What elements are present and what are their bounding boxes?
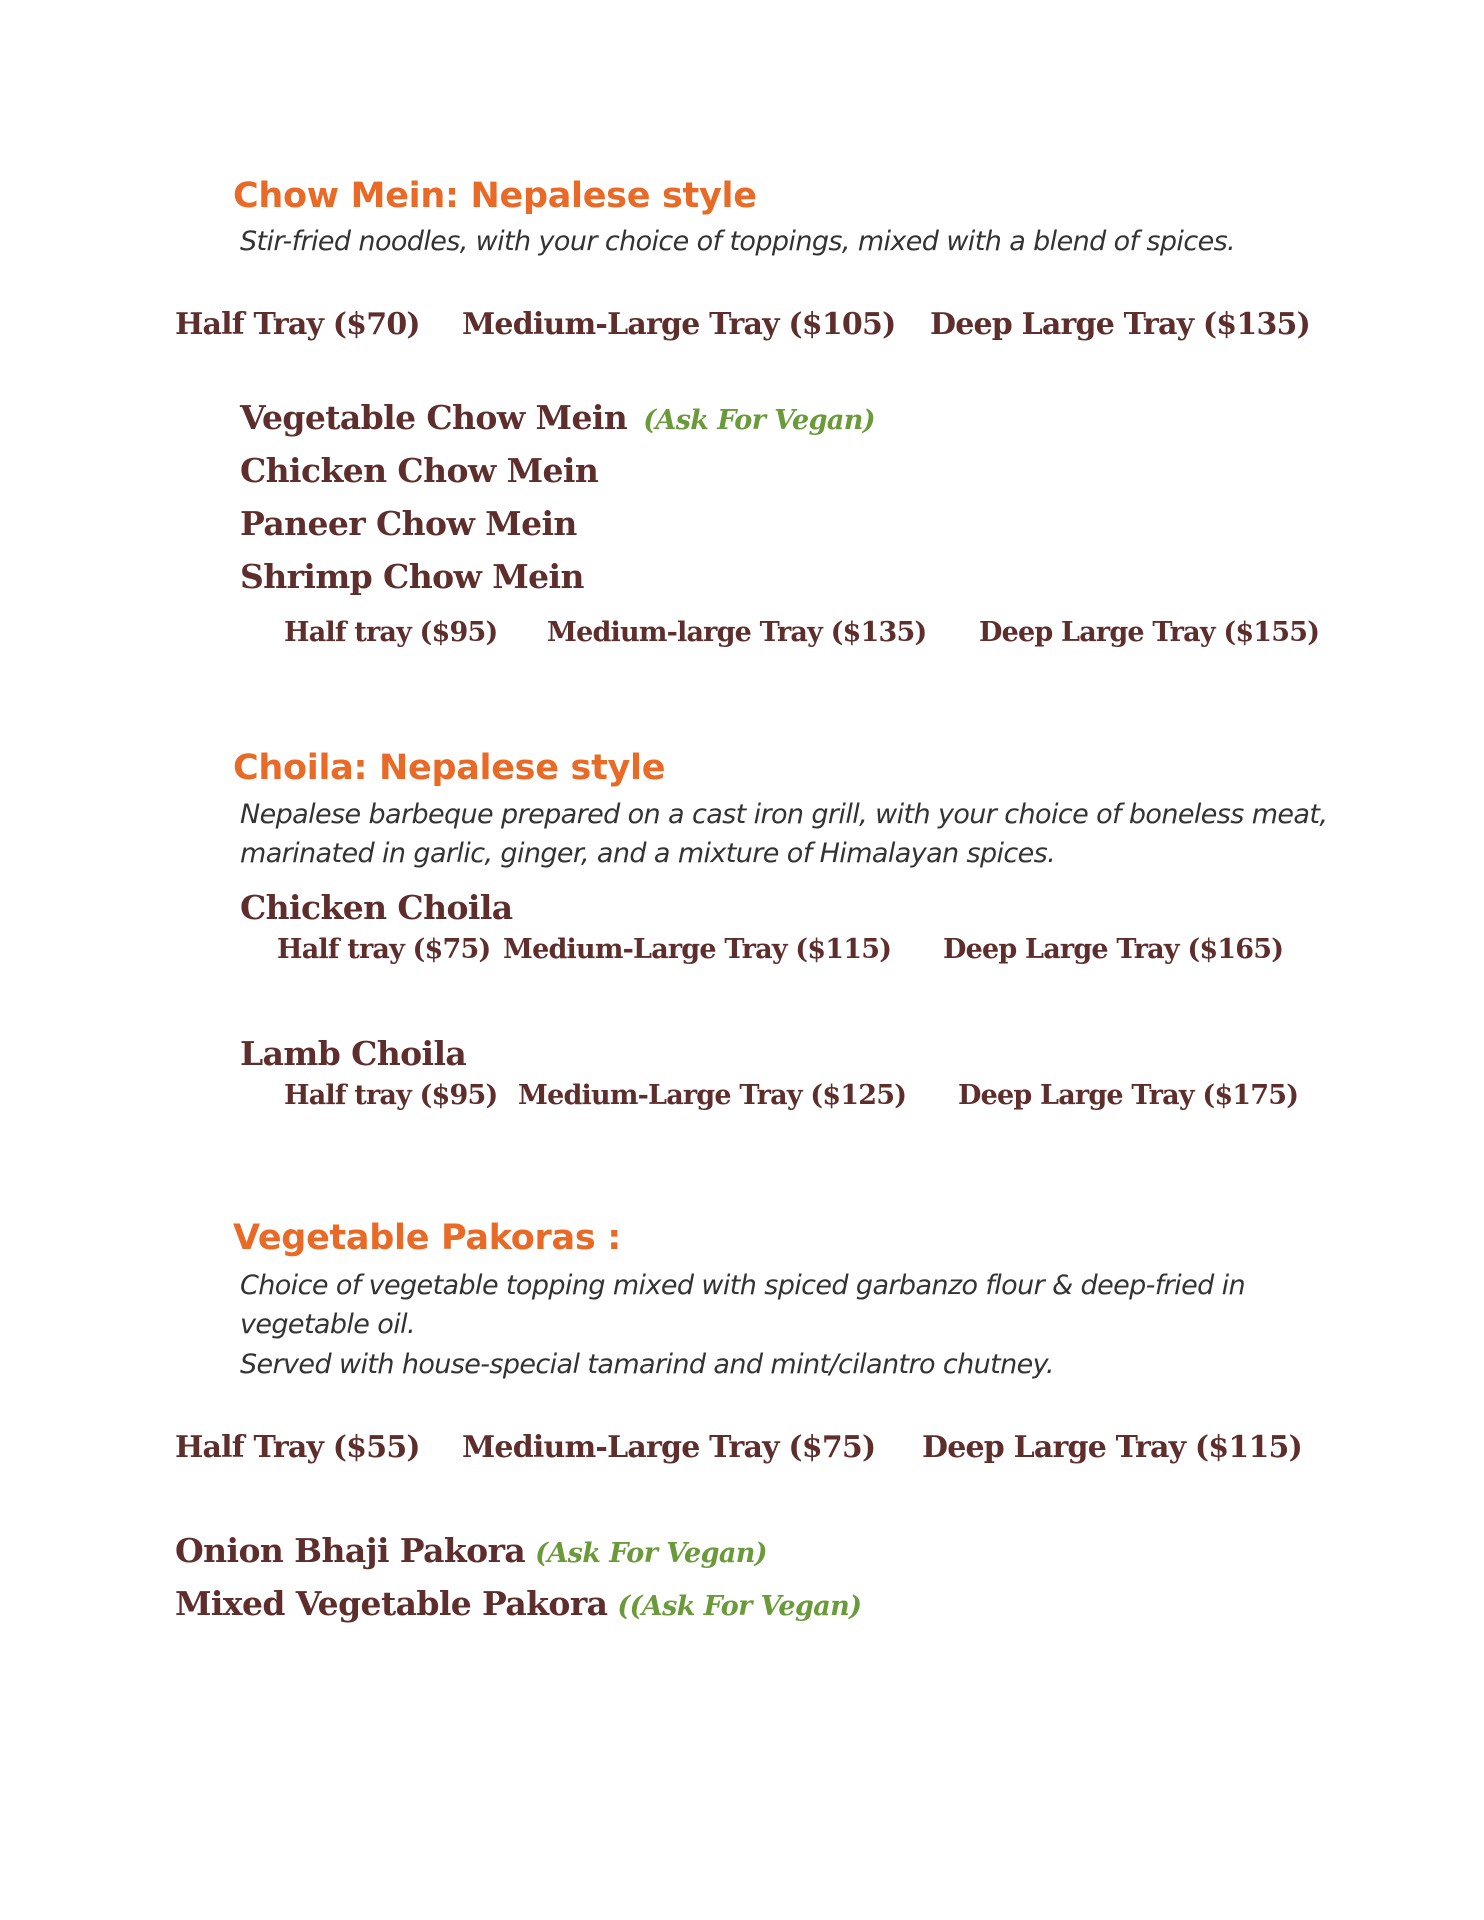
item-name: Mixed Vegetable Pakora (175, 1584, 608, 1623)
price-lamb-choila-medium-large-tray: Medium-Large Tray ($125) (518, 1080, 907, 1111)
item-name: Onion Bhaji Pakora (175, 1531, 526, 1570)
menu-item-lamb-choila: Lamb Choila (240, 1034, 467, 1073)
section-description-pakoras-line-1: Choice of vegetable topping mixed with spiced garbanzo flour & deep-fried in (240, 1270, 1246, 1301)
vegan-note: (Ask For Vegan) (535, 1538, 767, 1569)
price-chow-mein-medium-large-tray: Medium-Large Tray ($105) (462, 307, 896, 342)
price-chicken-choila-medium-large-tray: Medium-Large Tray ($115) (503, 934, 892, 965)
price-chow-mein-deep-large-tray: Deep Large Tray ($135) (930, 307, 1311, 342)
price-shrimp-deep-large-tray: Deep Large Tray ($155) (979, 617, 1320, 648)
section-description-pakoras-line-2: vegetable oil. (240, 1309, 416, 1340)
section-heading-choila: Choila: Nepalese style (233, 748, 666, 788)
price-lamb-choila-half-tray: Half tray ($95) (284, 1080, 498, 1111)
price-shrimp-half-tray: Half tray ($95) (284, 617, 498, 648)
price-pakoras-half-tray: Half Tray ($55) (175, 1430, 420, 1465)
vegan-note: (Ask For Vegan) (643, 405, 875, 436)
menu-item-chicken-choila: Chicken Choila (240, 888, 513, 927)
menu-item-vegetable-chow-mein (240, 398, 875, 437)
item-name: Vegetable Chow Mein (240, 398, 628, 437)
price-shrimp-medium-large-tray: Medium-large Tray ($135) (547, 617, 927, 648)
vegan-note: ((Ask For Vegan) (617, 1591, 862, 1622)
section-heading-chow-mein: Chow Mein: Nepalese style (233, 176, 757, 216)
menu-item-onion-bhaji-pakora (175, 1531, 767, 1570)
price-chow-mein-half-tray: Half Tray ($70) (175, 307, 420, 342)
price-chicken-choila-deep-large-tray: Deep Large Tray ($165) (943, 934, 1284, 965)
menu-item-chicken-chow-mein: Chicken Chow Mein (240, 451, 599, 490)
section-description-choila-line-2: marinated in garlic, ginger, and a mixture of Himalayan spices. (240, 838, 1056, 869)
section-description-choila-line-1: Nepalese barbeque prepared on a cast iron grill, with your choice of boneless meat, (240, 799, 1328, 830)
section-description-chow-mein: Stir-fried noodles, with your choice of toppings, mixed with a blend of spices. (240, 226, 1236, 257)
price-pakoras-deep-large-tray: Deep Large Tray ($115) (922, 1430, 1303, 1465)
menu-item-paneer-chow-mein: Paneer Chow Mein (240, 504, 577, 543)
section-heading-vegetable-pakoras: Vegetable Pakoras : (233, 1218, 621, 1258)
price-pakoras-medium-large-tray: Medium-Large Tray ($75) (462, 1430, 876, 1465)
menu-item-shrimp-chow-mein: Shrimp Chow Mein (240, 557, 584, 596)
price-lamb-choila-deep-large-tray: Deep Large Tray ($175) (958, 1080, 1299, 1111)
section-description-pakoras-line-3: Served with house-special tamarind and mint/cilantro chutney. (240, 1349, 1054, 1380)
price-chicken-choila-half-tray: Half tray ($75) (277, 934, 491, 965)
menu-item-mixed-vegetable-pakora (175, 1584, 861, 1623)
